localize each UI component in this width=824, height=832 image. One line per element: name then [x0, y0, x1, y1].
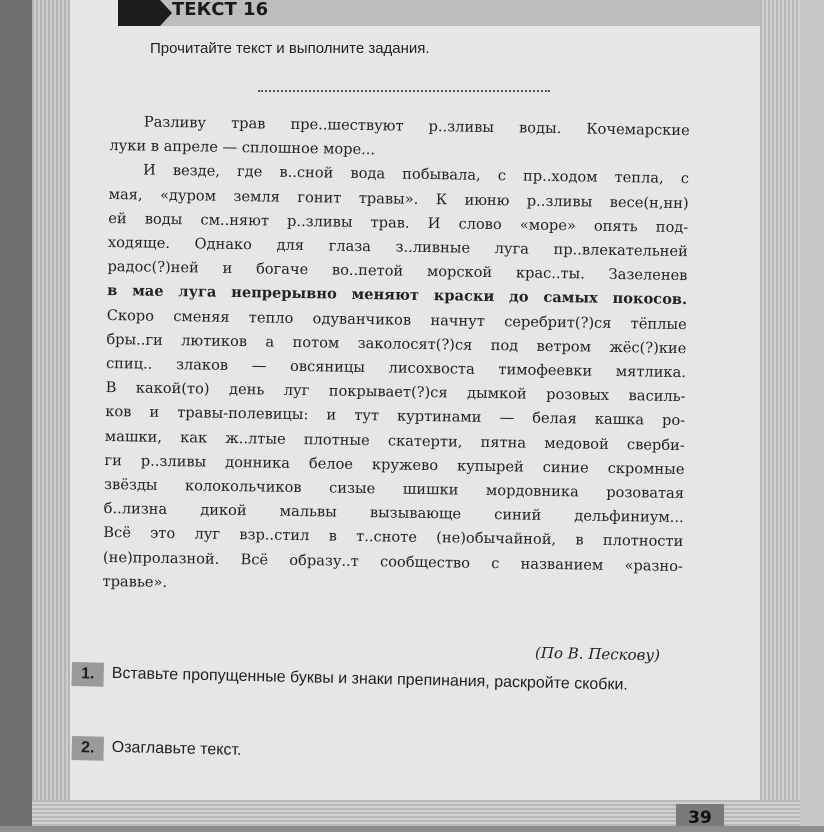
- page-margin-right: [760, 0, 800, 800]
- text-line: мая, «дуром земля гонит травы». К июню р..зливы весе(н,нн): [108, 185, 689, 212]
- text-line-bold: в мае луга непрерывно меняют краски до самых покосов.: [107, 282, 688, 309]
- text-line: Разливу трав пре..шествуют р..зливы воды. Кочемарские: [143, 113, 690, 140]
- text-line: ков и травы-полевицы: и тут куртинами — белая кашка ро-: [105, 403, 686, 430]
- page-margin-left: [32, 0, 70, 826]
- text-line: звёзды колокольчиков сизые шишки мордовника розоватая: [103, 476, 685, 503]
- text-line: И везде, где в..сной вода побывала, с пр..ходом тепла, с: [142, 161, 690, 188]
- text-line: (не)пролазной. Всё образу..т сообщество с названием «разно-: [102, 548, 684, 575]
- text-line: Всё это луг взр..стил в т..сноте (не)обычайной, в плотности: [103, 524, 684, 551]
- text-line: травье».: [102, 572, 168, 591]
- text-line: В какой(то) день луг покрывает(?)ся дымкой розовых василь-: [105, 379, 686, 406]
- text-line: Скоро сменяя тепло одуванчиков начнут серебрит(?)ся тёплые: [106, 306, 687, 333]
- header-arrow-icon: [118, 0, 160, 26]
- title-answer-line: [258, 90, 550, 92]
- text-attribution: (По В. Пескову): [534, 643, 661, 665]
- text-line: луки в апреле — сплошное море...: [109, 137, 376, 159]
- task-number: 2.: [71, 736, 104, 761]
- task-text: Вставьте пропущенные буквы и знаки препинания, раскройте скобки.: [111, 664, 628, 694]
- text-line: ходяще. Однако для глаза з..ливные луга пр..влекательней: [107, 234, 688, 261]
- text-line: спиц.. злаков — овсяницы лисохвоста тимофеевки мятлика.: [105, 355, 687, 382]
- text-line: ей воды см..няют р..зливы трав. И слово «море» опять под-: [108, 209, 689, 236]
- page-title: ТЕКСТ 16: [172, 0, 269, 20]
- text-line: машки, как ж..лтые плотные скатерти, пятна медовой сверби-: [104, 427, 685, 454]
- text-line: б..лизна дикой мальвы вызывающе синий дельфиниум...: [103, 500, 684, 527]
- text-line: ги р..зливы донника белое кружево купырей синие скромные: [104, 451, 685, 478]
- main-text: [102, 110, 690, 603]
- task-number: 1.: [71, 662, 104, 687]
- background-edge: [0, 0, 32, 826]
- text-line: радос(?)ней и богаче во..петой морской крас..ты. Зазеленев: [107, 258, 688, 285]
- text-line: бры..ги лютиков а потом заколосят(?)ся под ветром жёс(?)кие: [106, 330, 687, 357]
- task-text: Озаглавьте текст.: [111, 738, 242, 759]
- instruction-text: Прочитайте текст и выполните задания.: [150, 40, 430, 57]
- page-number: 39: [676, 804, 724, 826]
